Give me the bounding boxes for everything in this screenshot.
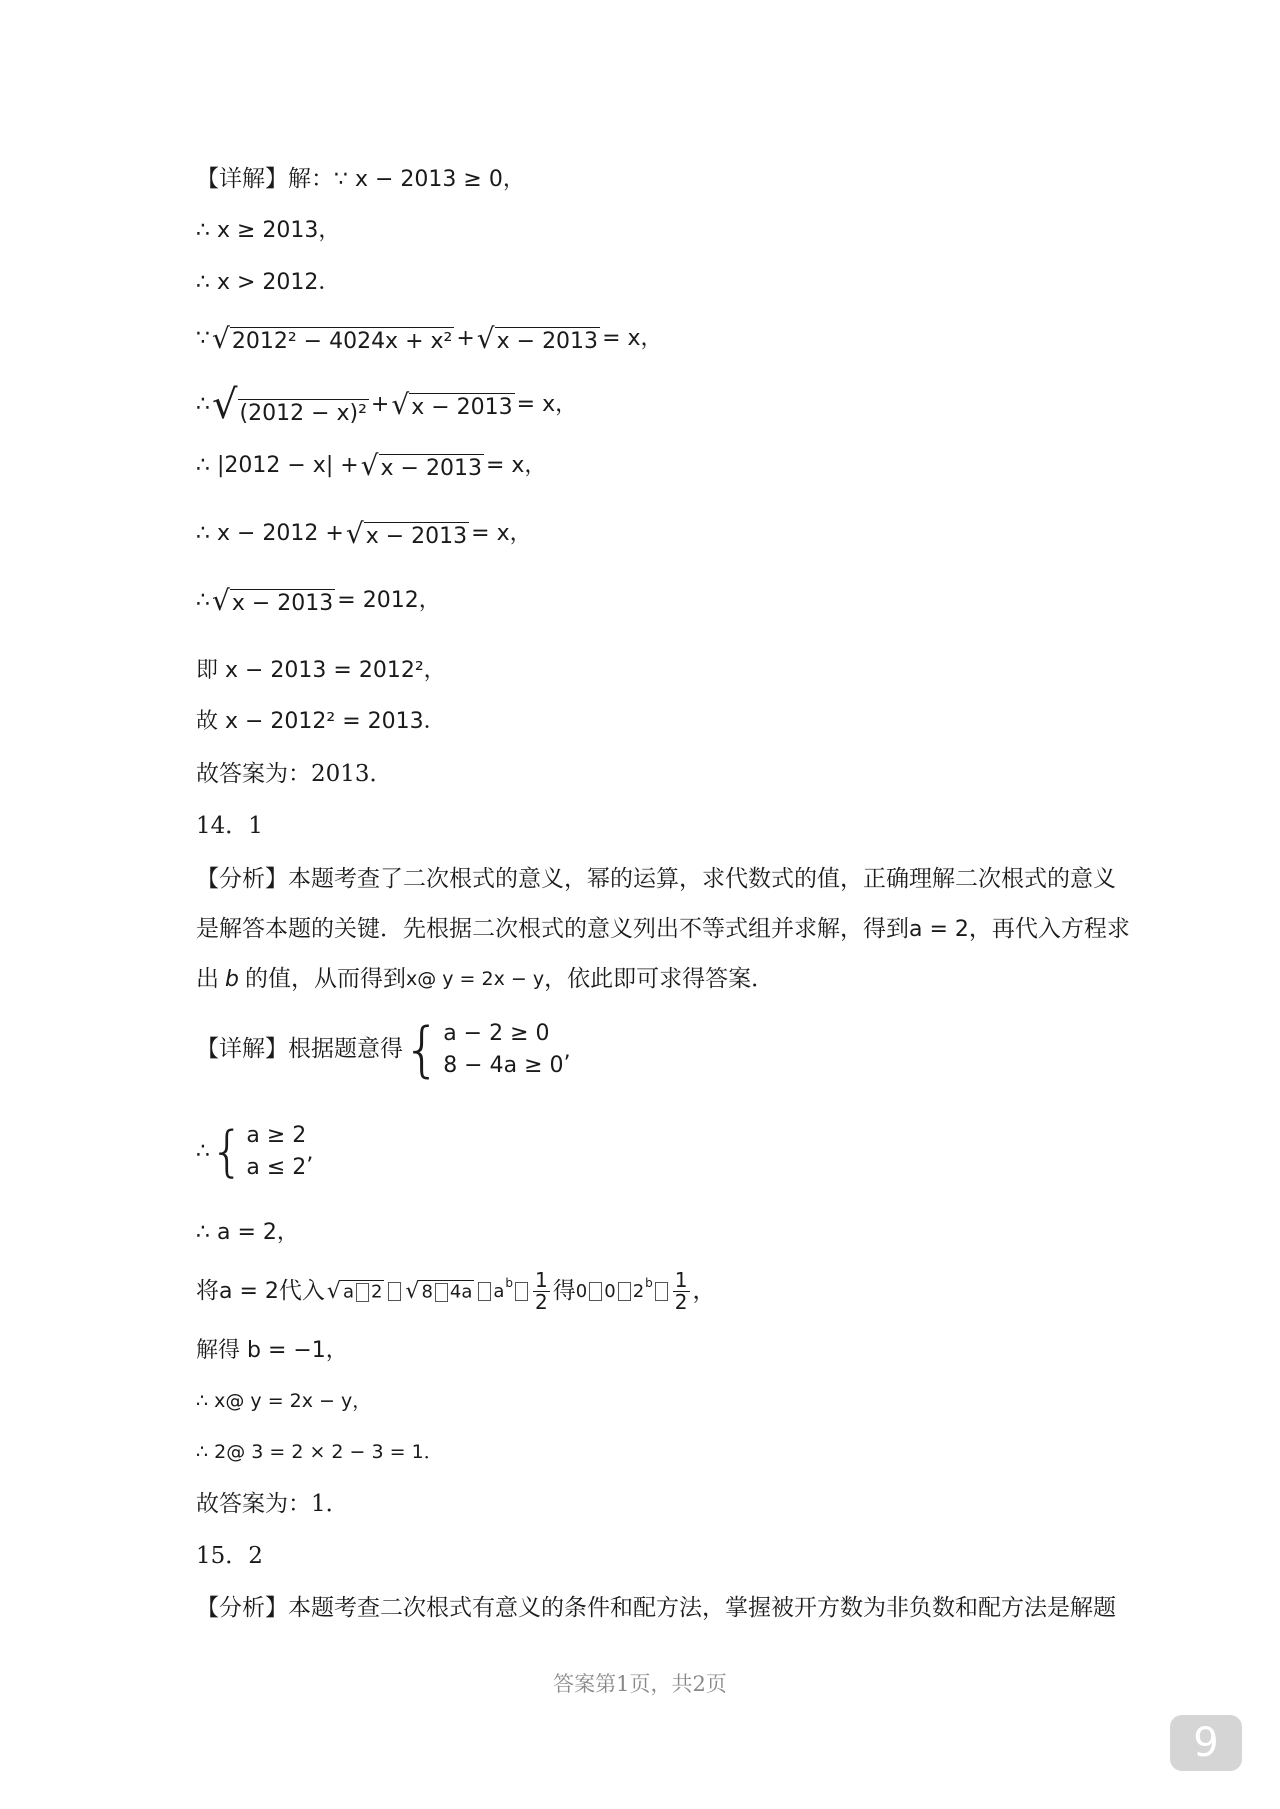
comma: ’	[563, 1051, 571, 1077]
detail-label: 【详解】根据题意得	[196, 1036, 403, 1063]
missing-glyph	[388, 1282, 401, 1301]
math-a: a = 2	[909, 916, 969, 942]
line-operation: ∴ x@ y = 2x − y，	[196, 1390, 372, 1412]
numerator: 1	[535, 1268, 548, 1292]
inequality-system: { a − 2 ≥ 0 8 − 4a ≥ 0	[403, 1014, 564, 1085]
analysis-14-line-2	[196, 918, 1130, 941]
exponent: b	[645, 1275, 653, 1290]
inequality-system: { a ≥ 2 a ≤ 2	[210, 1119, 307, 1183]
missing-glyph	[655, 1282, 668, 1301]
equals-x: = x，	[602, 326, 663, 351]
substitution-line	[196, 1270, 716, 1313]
equals-value: = 2012，	[337, 588, 441, 613]
line-5	[196, 382, 578, 428]
radicand: x − 2013	[496, 328, 599, 354]
abs-expr: ∴ |2012 − x| +	[196, 453, 359, 478]
denominator: 2	[535, 1290, 548, 1314]
line-2: ∴ x ≥ 2013，	[196, 218, 341, 243]
line-10: 故 x − 2012² = 2013．	[196, 709, 446, 734]
var: a	[493, 1280, 505, 1302]
math-op: x@ y = 2x − y	[405, 968, 545, 990]
equals-x: = x，	[471, 521, 532, 546]
line-3: ∴ x > 2012．	[196, 270, 341, 295]
solution-system	[196, 1120, 313, 1184]
because-symbol: ∵	[196, 326, 210, 351]
missing-glyph	[589, 1282, 602, 1301]
therefore-symbol: ∴	[196, 392, 210, 417]
comma: ’	[306, 1153, 314, 1179]
line-calc: ∴ 2@ 3 = 2 × 2 − 3 = 1．	[196, 1441, 443, 1463]
expr: ∴ x − 2012 +	[196, 521, 344, 546]
text: 代入	[278, 1278, 325, 1304]
text: 出	[196, 966, 219, 992]
line-6	[196, 449, 547, 482]
analysis-14-line-3	[196, 968, 774, 991]
radical: √ x − 2013	[360, 449, 482, 482]
radicand: x − 2013	[231, 590, 334, 616]
comma: ，	[692, 1278, 716, 1304]
radicand: x − 2013	[411, 394, 513, 420]
radicand: (2012 − x)²	[239, 400, 367, 426]
text: ，再代入方程求	[968, 916, 1130, 942]
math-b: b	[225, 966, 239, 992]
line-8	[196, 584, 441, 617]
radical-2: √ x − 2013	[476, 322, 599, 355]
question-14-answer: 14．1	[196, 813, 263, 839]
page-footer: 答案第1页，共2页	[553, 1672, 727, 1696]
equals-x: = x，	[485, 453, 547, 478]
fraction-half	[673, 1270, 690, 1313]
num: 0	[604, 1280, 616, 1302]
plus: +	[456, 326, 475, 351]
page-number-badge[interactable]: 9	[1170, 1715, 1242, 1771]
line-a-equals-2: ∴ a = 2，	[196, 1220, 299, 1245]
text: 的值，从而得到	[244, 966, 406, 992]
num: 0	[575, 1280, 588, 1302]
line-4	[196, 322, 663, 355]
term: 4a	[449, 1281, 473, 1303]
analysis-15-line-1: 【分析】本题考查二次根式有意义的条件和配方法，掌握被开方数为非负数和配方法是解题	[196, 1595, 1116, 1621]
radical-1: √ 2012² − 4024x + x²	[212, 322, 453, 355]
line-detail-1	[196, 168, 525, 191]
radicand: 2012² − 4024x + x²	[231, 328, 453, 354]
radical-2: √ 8 4a	[405, 1278, 473, 1304]
line-9: 即 x − 2013 = 2012²，	[196, 658, 446, 683]
math-expr: ∵ x − 2013 ≥ 0，	[334, 166, 525, 192]
inequality-2: 8 − 4a ≥ 0	[443, 1052, 564, 1078]
missing-glyph	[618, 1282, 631, 1301]
radical: √ x − 2013	[345, 517, 468, 550]
num: 2	[632, 1280, 645, 1302]
analysis-14-line-1: 【分析】本题考查了二次根式的意义，幂的运算，求代数式的值，正确理解二次根式的意义	[196, 866, 1116, 892]
answer-2013: 故答案为：2013．	[196, 761, 393, 787]
missing-glyph	[478, 1282, 491, 1301]
inequality-1: a − 2 ≥ 0	[443, 1021, 550, 1046]
var: a	[342, 1281, 354, 1303]
therefore-symbol: ∴	[196, 588, 210, 613]
num: 2	[370, 1281, 383, 1303]
missing-glyph	[435, 1283, 448, 1302]
text: 是解答本题的关键．先根据二次根式的意义列出不等式组并求解，得到	[196, 916, 909, 942]
therefore-symbol: ∴	[196, 1138, 210, 1164]
line-b: 解得 b = −1，	[196, 1338, 348, 1363]
detail-label: 【详解】解：	[196, 166, 334, 192]
radicand: x − 2013	[380, 455, 482, 481]
text: 将	[196, 1278, 219, 1304]
radical-2: √ x − 2013	[391, 388, 513, 421]
line-7	[196, 517, 532, 550]
fraction-half	[533, 1270, 550, 1313]
num: 8	[421, 1281, 433, 1303]
denominator: 2	[674, 1290, 688, 1314]
inequality-2: a ≤ 2	[246, 1154, 307, 1180]
math-a: a = 2	[219, 1278, 279, 1304]
radical-1: √ a 2	[326, 1278, 383, 1304]
text: 得	[552, 1278, 576, 1304]
detail-14-system	[196, 1014, 571, 1085]
radicand: x − 2013	[365, 523, 468, 549]
equals-x: = x，	[516, 392, 578, 417]
question-15-answer: 15．2	[196, 1543, 263, 1569]
inequality-1: a ≥ 2	[246, 1123, 307, 1148]
missing-glyph	[515, 1282, 528, 1301]
missing-glyph	[356, 1283, 369, 1302]
plus: +	[370, 392, 390, 417]
text: ，依此即可求得答案．	[544, 966, 775, 992]
exponent: b	[505, 1275, 514, 1290]
answer-1: 故答案为：1．	[196, 1491, 349, 1517]
radical-1: √ (2012 − x)²	[212, 382, 367, 428]
radical: √ x − 2013	[212, 584, 334, 617]
numerator: 1	[674, 1268, 688, 1292]
